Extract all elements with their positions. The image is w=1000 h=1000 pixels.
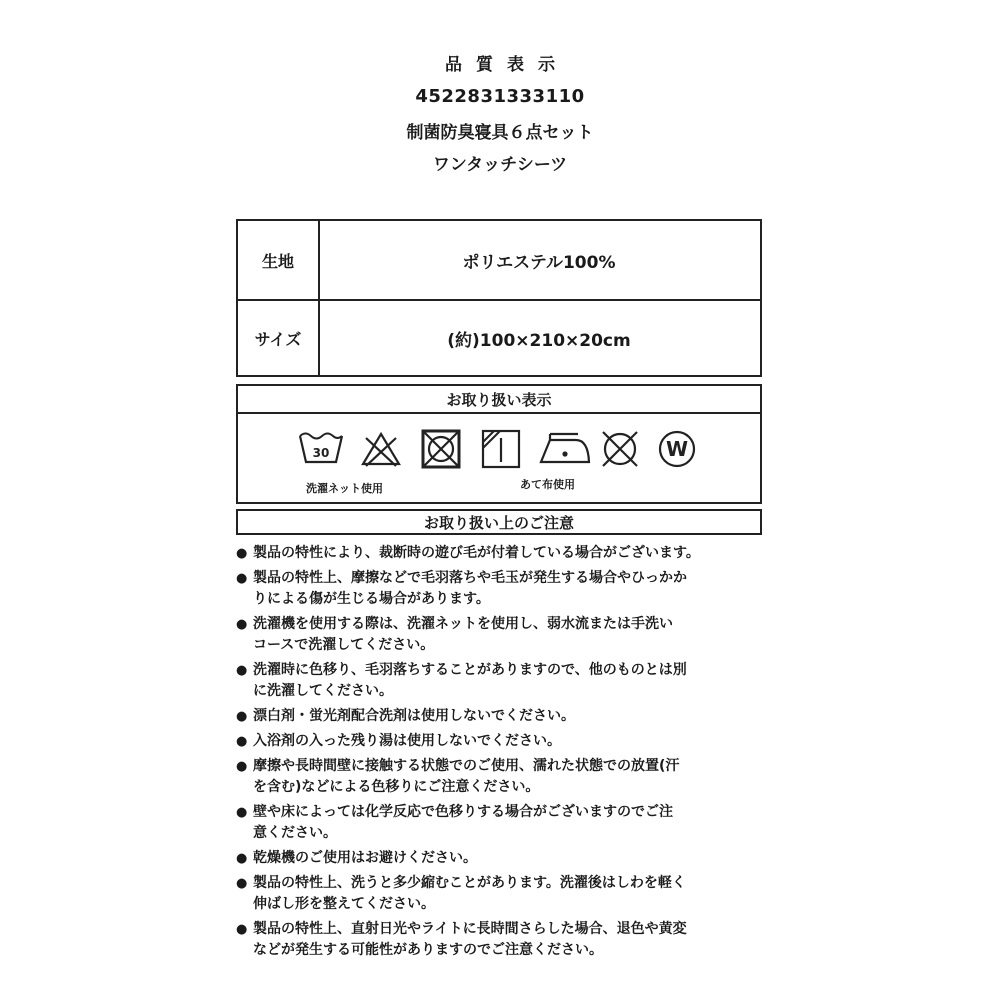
bullet-icon: ●: [236, 709, 248, 724]
note-line: 洗濯機を使用する際は、洗濯ネットを使用し、弱水流または手洗い: [253, 616, 673, 632]
note-line: コースで洗濯してください。: [253, 637, 435, 653]
label-title: 品質表示: [445, 55, 569, 75]
product-sku: 4522831333110: [415, 86, 585, 107]
list-item: [236, 614, 776, 656]
bullet-icon: ●: [236, 851, 248, 866]
iron-low-icon: [538, 430, 592, 468]
note-line: 摩擦や長時間壁に接触する状態でのご使用、濡れた状態での放置(汗: [253, 758, 680, 774]
note-line: に洗濯してください。: [253, 683, 393, 699]
care-symbols-box: [236, 384, 762, 504]
bullet-icon: ●: [236, 759, 248, 774]
bullet-icon: ●: [236, 546, 248, 561]
spec-label: サイズ: [238, 299, 320, 377]
svg-text:W: W: [665, 437, 689, 461]
spec-label: 生地: [238, 221, 320, 299]
note-line: 伸ばし形を整えてください。: [253, 896, 435, 912]
svg-text:30: 30: [312, 446, 330, 460]
line-dry-shade-icon: [480, 428, 522, 470]
note-line: 製品の特性により、裁断時の遊び毛が付着している場合がございます。: [253, 545, 700, 561]
bullet-icon: ●: [236, 922, 248, 937]
spec-value: (約)100×210×20cm: [447, 330, 631, 351]
list-item: [236, 731, 776, 752]
note-line: 製品の特性上、摩擦などで毛羽落ちや毛玉が発生する場合やひっかか: [253, 570, 687, 586]
spec-value: ポリエステル100%: [462, 252, 616, 273]
note-line: 製品の特性上、洗うと多少縮むことがあります。洗濯後はしわを軽く: [253, 875, 686, 891]
note-line: 壁や床によっては化学反応で色移りする場合がございますのでご注: [253, 804, 673, 820]
no-dry-clean-icon: [598, 428, 642, 470]
bullet-icon: ●: [236, 617, 248, 632]
note-line: 製品の特性上、直射日光やライトに長時間さらした場合、退色や黄変: [253, 921, 687, 937]
list-item: [236, 660, 776, 702]
note-line: 乾燥機のご使用はお避けください。: [253, 850, 477, 866]
list-item: [236, 802, 776, 844]
wash-tub-30-icon: [298, 428, 344, 468]
caption-wash-net: 洗濯ネット使用: [306, 482, 383, 495]
caption-press-cloth: あて布使用: [520, 478, 575, 491]
spec-table: [236, 219, 762, 377]
product-name: 制菌防臭寝具６点セット: [406, 123, 594, 143]
list-item: [236, 568, 776, 610]
spec-row-fabric: [238, 221, 760, 301]
bullet-icon: ●: [236, 876, 248, 891]
note-line: 洗濯時に色移り、毛羽落ちすることがありますので、他のものとは別: [253, 662, 687, 678]
notice-heading: お取り扱い上のご注意: [236, 509, 762, 535]
no-tumble-dry-icon: [420, 428, 462, 470]
list-item: [236, 848, 776, 869]
care-heading: お取り扱い表示: [238, 386, 760, 414]
list-item: [236, 543, 776, 564]
note-line: りによる傷が生じる場合があります。: [253, 591, 490, 607]
spec-row-size: [238, 299, 760, 377]
list-item: [236, 706, 776, 727]
note-line: を含む)などによる色移りにご注意ください。: [253, 779, 540, 795]
note-line: 入浴剤の入った残り湯は使用しないでください。: [253, 733, 561, 749]
bullet-icon: ●: [236, 734, 248, 749]
note-line: 意ください。: [253, 825, 337, 841]
product-item: ワンタッチシーツ: [432, 155, 568, 175]
bullet-icon: ●: [236, 571, 248, 586]
wet-clean-icon: [656, 428, 698, 470]
list-item: [236, 919, 776, 961]
notice-list: [236, 543, 776, 965]
no-bleach-icon: [360, 430, 402, 468]
list-item: [236, 756, 776, 798]
note-line: 漂白剤・蛍光剤配合洗剤は使用しないでください。: [253, 708, 575, 724]
note-line: などが発生する可能性がありますのでご注意ください。: [253, 942, 603, 958]
list-item: [236, 873, 776, 915]
bullet-icon: ●: [236, 805, 248, 820]
bullet-icon: ●: [236, 663, 248, 678]
